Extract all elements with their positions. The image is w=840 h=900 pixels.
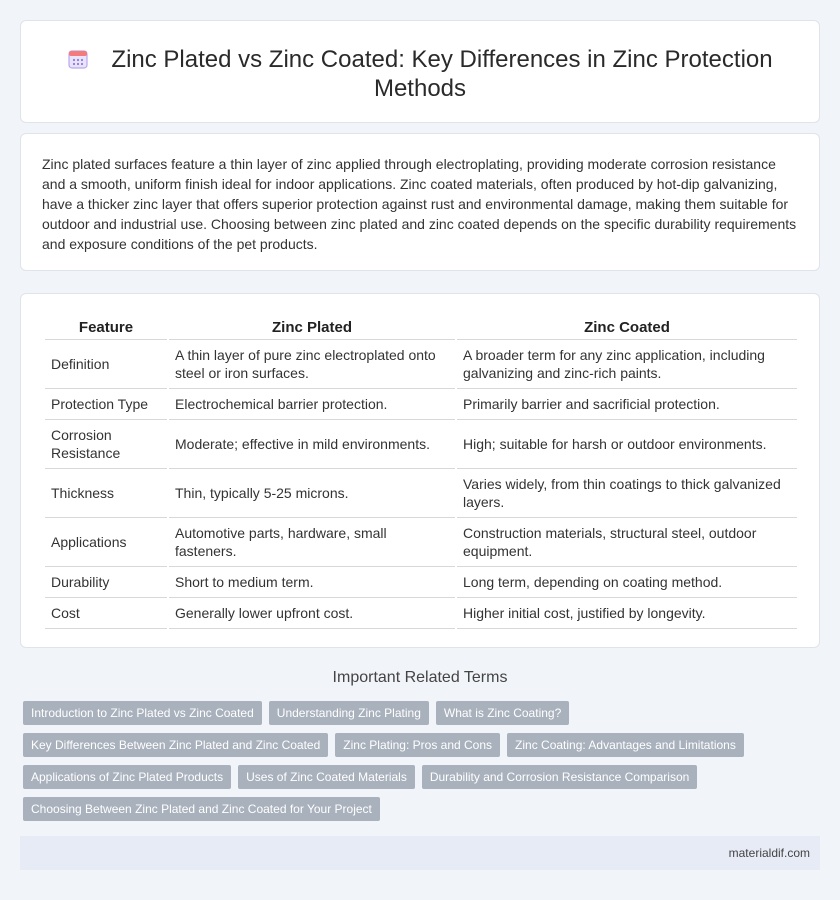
column-header-feature: Feature (45, 316, 167, 340)
comparison-table-card (20, 293, 820, 648)
related-tag[interactable]: Choosing Between Zinc Plated and Zinc Coated for Your Project (23, 797, 380, 821)
related-tag[interactable]: Uses of Zinc Coated Materials (238, 765, 415, 789)
column-header-zinc-plated: Zinc Plated (169, 316, 455, 340)
column-header-zinc-coated: Zinc Coated (457, 316, 797, 340)
cell-zinc-plated: Electrochemical barrier protection. (169, 389, 455, 420)
related-tag[interactable]: Zinc Plating: Pros and Cons (335, 733, 500, 757)
cell-zinc-plated: Short to medium term. (169, 567, 455, 598)
cell-zinc-coated: Construction materials, structural steel, outdoor equipment. (457, 518, 797, 567)
cell-zinc-coated: High; suitable for harsh or outdoor environments. (457, 420, 797, 469)
footer-site-link[interactable]: materialdif.com (728, 846, 810, 860)
cell-feature: Cost (45, 598, 167, 629)
cell-zinc-plated: A thin layer of pure zinc electroplated onto steel or iron surfaces. (169, 340, 455, 389)
related-tag[interactable]: Understanding Zinc Plating (269, 701, 429, 725)
cell-feature: Thickness (45, 469, 167, 518)
cell-feature: Definition (45, 340, 167, 389)
table-row (45, 340, 797, 389)
cell-zinc-coated: Varies widely, from thin coatings to thick galvanized layers. (457, 469, 797, 518)
cell-zinc-coated: Primarily barrier and sacrificial protection. (457, 389, 797, 420)
related-tag[interactable]: Introduction to Zinc Plated vs Zinc Coated (23, 701, 262, 725)
footer (20, 836, 820, 870)
intro-paragraph: Zinc plated surfaces feature a thin layer of zinc applied through electroplating, providing moderate corrosion resistance and a smooth, uniform finish ideal for indoor applications. Zinc coated materials, often produced by hot-dip galvanizing, have a thicker zinc layer that offers superior protection against rust and environmental damage, making them suitable for outdoor and industrial use. Choosing between zinc plated and zinc coated depends on the specific durability requirements and exposure conditions of the pet products. (42, 156, 797, 252)
related-tag[interactable]: Key Differences Between Zinc Plated and Zinc Coated (23, 733, 328, 757)
related-terms-tags (23, 701, 823, 821)
table-row (45, 518, 797, 567)
cell-feature: Protection Type (45, 389, 167, 420)
cell-zinc-coated: A broader term for any zinc application, including galvanizing and zinc-rich paints. (457, 340, 797, 389)
table-row (45, 567, 797, 598)
table-row (45, 469, 797, 518)
table-row (45, 420, 797, 469)
comparison-table (43, 316, 799, 629)
cell-zinc-plated: Automotive parts, hardware, small fasteners. (169, 518, 455, 567)
table-row (45, 598, 797, 629)
cell-zinc-coated: Long term, depending on coating method. (457, 567, 797, 598)
intro-card (20, 133, 820, 271)
page-title-text: Zinc Plated vs Zinc Coated: Key Differences in Zinc Protection Methods (111, 46, 773, 102)
header-card (20, 20, 820, 123)
cell-zinc-plated: Thin, typically 5-25 microns. (169, 469, 455, 518)
cell-zinc-plated: Moderate; effective in mild environments. (169, 420, 455, 469)
related-tag[interactable]: Applications of Zinc Plated Products (23, 765, 231, 789)
cell-feature: Corrosion Resistance (45, 420, 167, 469)
calendar-icon (67, 48, 89, 70)
cell-feature: Applications (45, 518, 167, 567)
related-tag[interactable]: What is Zinc Coating? (436, 701, 569, 725)
cell-feature: Durability (45, 567, 167, 598)
related-tag[interactable]: Durability and Corrosion Resistance Comparison (422, 765, 697, 789)
related-tag[interactable]: Zinc Coating: Advantages and Limitations (507, 733, 744, 757)
cell-zinc-coated: Higher initial cost, justified by longevity. (457, 598, 797, 629)
title-wrap (61, 45, 779, 103)
table-header-row (45, 316, 797, 340)
table-row (45, 389, 797, 420)
cell-zinc-plated: Generally lower upfront cost. (169, 598, 455, 629)
related-terms-title: Important Related Terms (332, 669, 508, 686)
page-title (61, 45, 779, 103)
